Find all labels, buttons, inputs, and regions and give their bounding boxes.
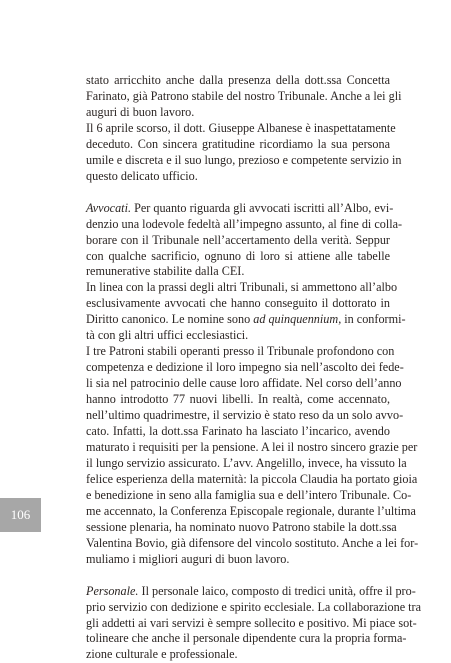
text-line: zione culturale e professionale. [86,647,238,662]
text-line: il lungo servizio assicurato. L’avv. Angelillo, invece, ha vissuto la [86,455,407,470]
page-number: 106 [0,498,41,532]
text-line: gli addetti ai vari servizi è sempre sollecito e positivo. Mi piace sot- [86,615,417,630]
text-line: felice esperienza della maternità: la piccola Claudia ha portato gioia [86,471,418,486]
body-text [86,73,422,663]
text-line: me accennato, la Conferenza Episcopale regionale, durante l’ultima [86,503,416,518]
paragraph-farinato [86,73,402,121]
text-line: sessione plenaria, ha nominato nuovo Patrono stabile la dott.ssa [86,519,397,534]
text-line: e benedizione in seno alla famiglia sua e dell’intero Tribunale. Co- [86,487,412,502]
text-line: deceduto. Con sincera gratitudine ricordiamo la sua persona [86,136,390,151]
text-line: Il 6 aprile scorso, il dott. Giuseppe Albanese è inaspettatamente [86,120,396,135]
text-line: tà con gli altri uffici ecclesiastici. [86,328,249,343]
text-line: I tre Patroni stabili operanti presso il Tribunale profondono con [86,344,395,359]
paragraph-spacer [86,185,390,201]
text-fragment: , in conformi- [338,312,406,327]
text-line: In linea con la prassi degli altri Tribunali, si ammettono all’albo [86,280,398,295]
paragraph-spacer [86,568,390,584]
text-line: Farinato, già Patrono stabile del nostro Tribunale. Anche a lei gli [86,88,402,103]
text-line: borare con il Tribunale nell’accertamento della verità. Seppur [86,232,390,247]
text-line: prio servizio con dedizione e spirito ecclesiale. La collaborazione tra [86,599,422,614]
text-line: tolineare che anche il personale dipendente cura la propria forma- [86,631,407,646]
text-line: muliamo i migliori auguri di buon lavoro. [86,551,290,566]
paragraph-patroni [86,344,419,567]
text-line: stato arricchito anche dalla presenza della dott.ssa Concetta [86,73,390,87]
text-line: Valentina Bovio, già difensore del vincolo sostituto. Anche a lei for- [86,535,419,550]
text-line: remunerative stabilite dalla CEI. [86,264,245,279]
text-line: denzio una lodevole fedeltà all’impegno assunto, al fine di colla- [86,216,403,231]
text-line: auguri di buon lavoro. [86,104,195,119]
text-line: maturato i requisiti per la pensione. A lei il nostro sincero grazie per [86,439,418,454]
paragraph-avvocati [86,200,403,281]
text-line: esclusivamente avvocati che hanno conseguito il dottorato in [86,296,390,311]
text-fragment: Per quanto riguarda gli avvocati iscritti all’Albo, evi- [131,200,394,215]
text-line: hanno introdotto 77 nuovi libelli. In realtà, come accennato, [86,392,390,407]
text-line: li sia nel patrocinio delle cause loro affidate. Nel corso dell’anno [86,376,402,391]
paragraph-albo [86,280,406,344]
text-line: competenza e dedizione il loro impegno sia nell’ascolto dei fede- [86,360,404,375]
section-lead-personale: Personale. [86,583,139,598]
text-line: questo delicato ufficio. [86,168,198,183]
text-line: nell’ultimo quadrimestre, il servizio è stato reso da un solo avvo- [86,408,404,423]
section-lead-avvocati: Avvocati. [86,200,132,215]
text-line [86,200,394,217]
text-line: cato. Infatti, la dott.ssa Farinato ha lasciato l’incarico, avendo [86,424,390,439]
text-line: umile e discreta e il suo lungo, prezioso e competente servizio in [86,152,402,167]
latin-term: ad quinquennium [253,312,339,327]
text-fragment: Il personale laico, composto di tredici unità, offre il pro- [138,583,416,598]
text-line [86,583,416,600]
text-fragment: Diritto canonico. Le nomine sono [86,312,254,327]
text-line: con qualche sacrificio, ognuno di loro si attiene alle tabelle [86,248,390,263]
paragraph-personale [86,583,422,663]
paragraph-albanese [86,120,402,185]
text-line [86,312,406,328]
